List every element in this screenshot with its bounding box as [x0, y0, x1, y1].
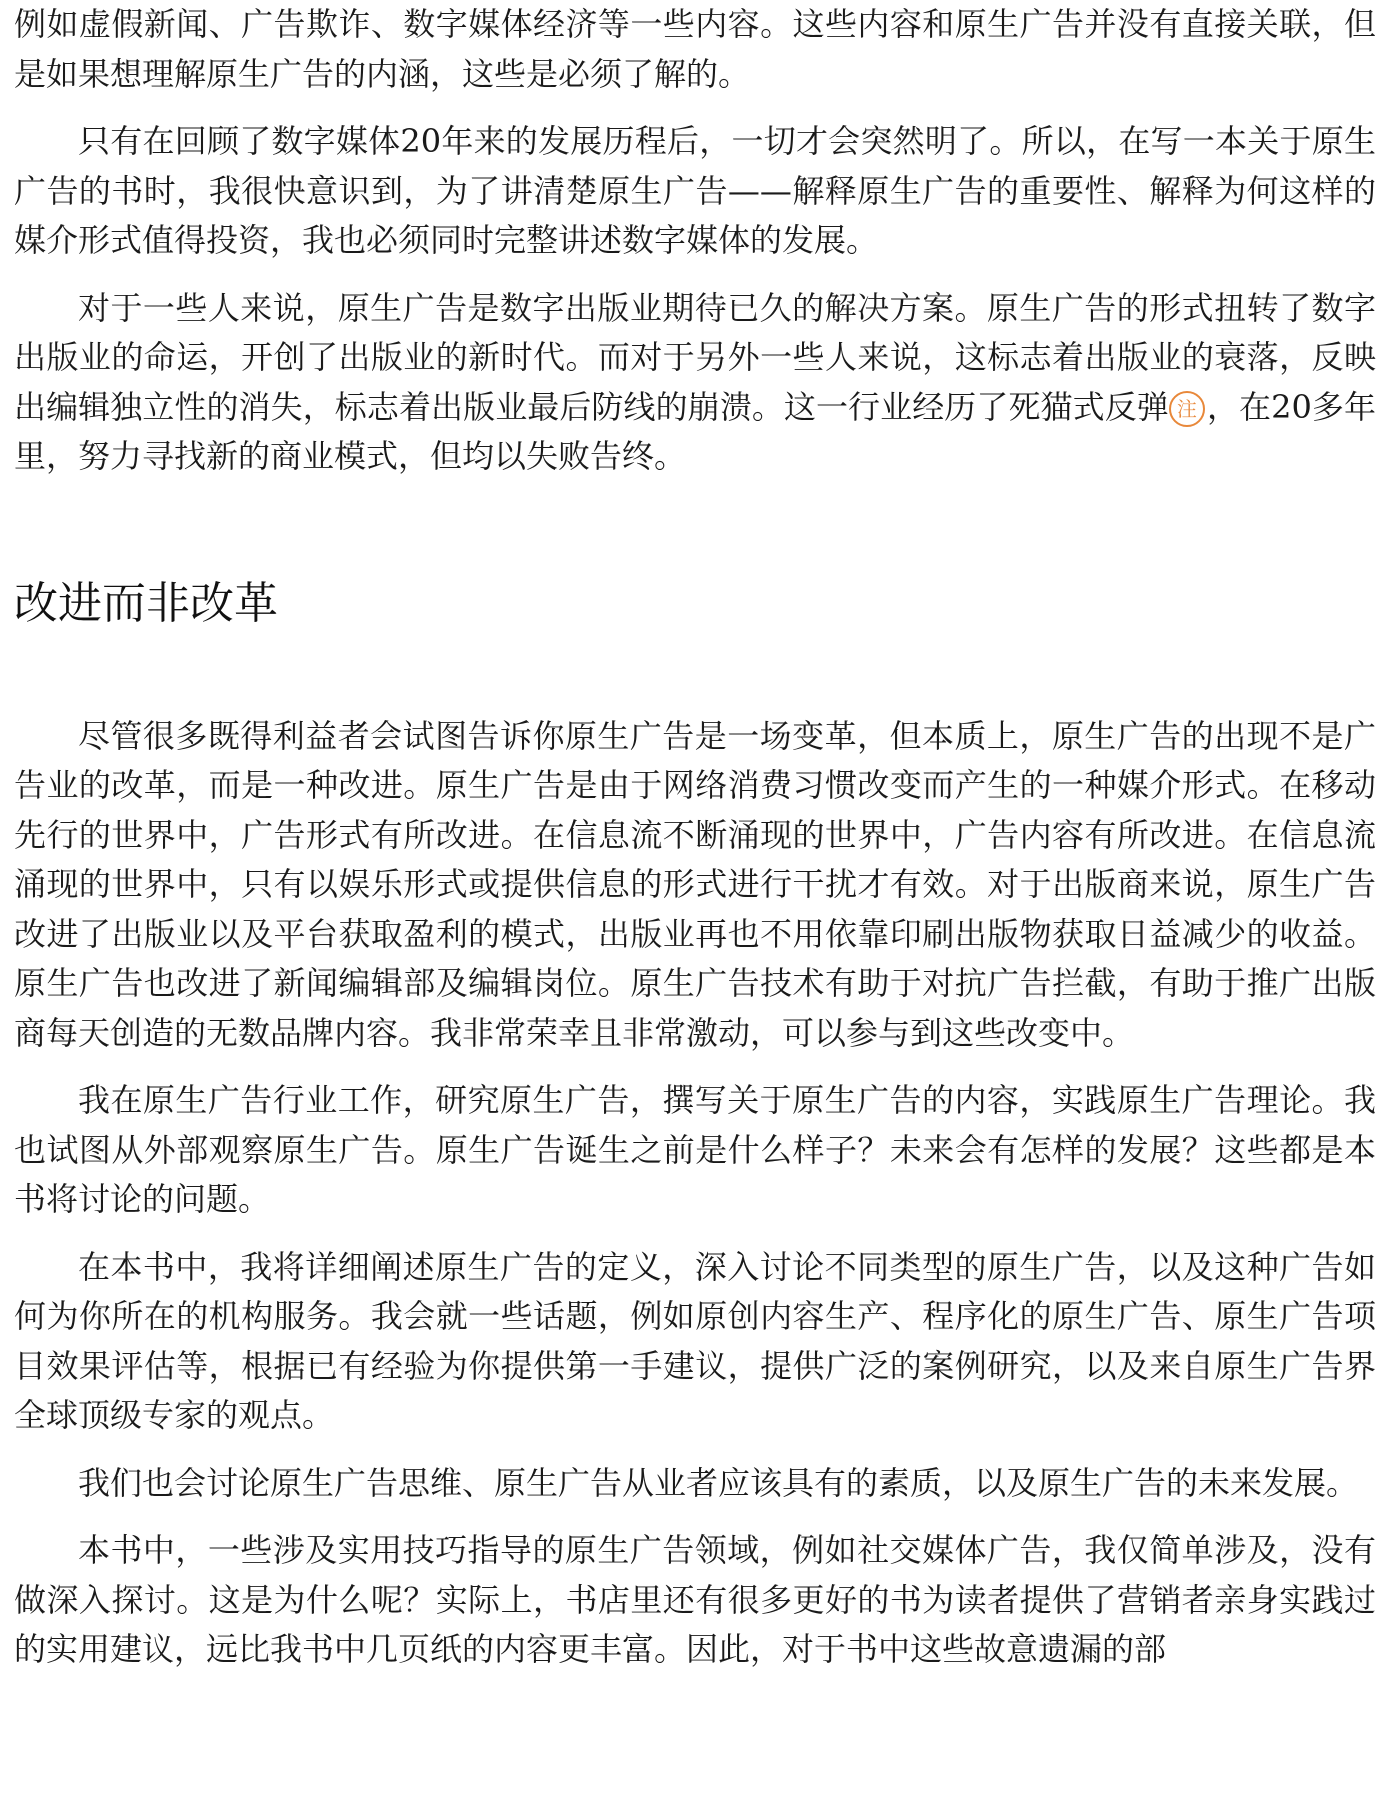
- paragraph-text-after-note: ，在20多年里，努力寻找新的商业模式，但均以失败告终。: [14, 387, 1376, 475]
- paragraph-omissions: 本书中，一些涉及实用技巧指导的原生广告领域，例如社交媒体广告，我仅简单涉及，没有做深入探讨。这是为什么呢？实际上，书店里还有很多更好的书为读者提供了营销者亲身实践过的实用建议，远比我书中几页纸的内容更丰富。因此，对于书中这些故意遗漏的部: [14, 1531, 1376, 1668]
- book-page: [14, 0, 1376, 1675]
- paragraph-digital-media-history: 只有在回顾了数字媒体20年来的发展历程后，一切才会突然明了。所以，在写一本关于原生广告的书时，我很快意识到，为了讲清楚原生广告——解释原生广告的重要性、解释为何这样的媒介形式值得投资，我也必须同时完整讲述数字媒体的发展。: [14, 122, 1376, 259]
- paragraph-book-contents: 在本书中，我将详细阐述原生广告的定义，深入讨论不同类型的原生广告，以及这种广告如何为你所在的机构服务。我会就一些话题，例如原创内容生产、程序化的原生广告、原生广告项目效果评估等，根据已有经验为你提供第一手建议，提供广泛的案例研究，以及来自原生广告界全球顶级专家的观点。: [14, 1247, 1376, 1434]
- paragraph-author-work: 我在原生广告行业工作，研究原生广告，撰写关于原生广告的内容，实践原生广告理论。我也试图从外部观察原生广告。原生广告诞生之前是什么样子？未来会有怎样的发展？这些都是本书将讨论的问题。: [14, 1081, 1376, 1218]
- paragraph-publishing-fate: [14, 284, 1376, 482]
- section-heading: 改进而非改革: [14, 577, 278, 629]
- paragraph-text-before-note: 对于一些人来说，原生广告是数字出版业期待已久的解决方案。原生广告的形式扭转了数字出版业的命运，开创了出版业的新时代。而对于另外一些人来说，这标志着出版业的衰落，反映出编辑独立性的消失，标志着出版业最后防线的崩溃。这一行业经历了死猫式反弹: [14, 288, 1376, 426]
- footnote-icon[interactable]: 注: [1169, 391, 1205, 427]
- paragraph-evolution: 尽管很多既得利益者会试图告诉你原生广告是一场变革，但本质上，原生广告的出现不是广告业的改革，而是一种改进。原生广告是由于网络消费习惯改变而产生的一种媒介形式。在移动先行的世界中，广告形式有所改进。在信息流不断涌现的世界中，广告内容有所改进。在信息流涌现的世界中，只有以娱乐形式或提供信息的形式进行干扰才有效。对于出版商来说，原生广告改进了出版业以及平台获取盈利的模式，出版业再也不用依靠印刷出版物获取日益减少的收益。原生广告也改进了新闻编辑部及编辑岗位。原生广告技术有助于对抗广告拦截，有助于推广出版商每天创造的无数品牌内容。我非常荣幸且非常激动，可以参与到这些改变中。: [14, 716, 1376, 1052]
- paragraph-continued: 例如虚假新闻、广告欺诈、数字媒体经济等一些内容。这些内容和原生广告并没有直接关联，但是如果想理解原生广告的内涵，这些是必须了解的。: [14, 5, 1376, 93]
- paragraph-native-thinking: 我们也会讨论原生广告思维、原生广告从业者应该具有的素质，以及原生广告的未来发展。: [78, 1463, 1359, 1502]
